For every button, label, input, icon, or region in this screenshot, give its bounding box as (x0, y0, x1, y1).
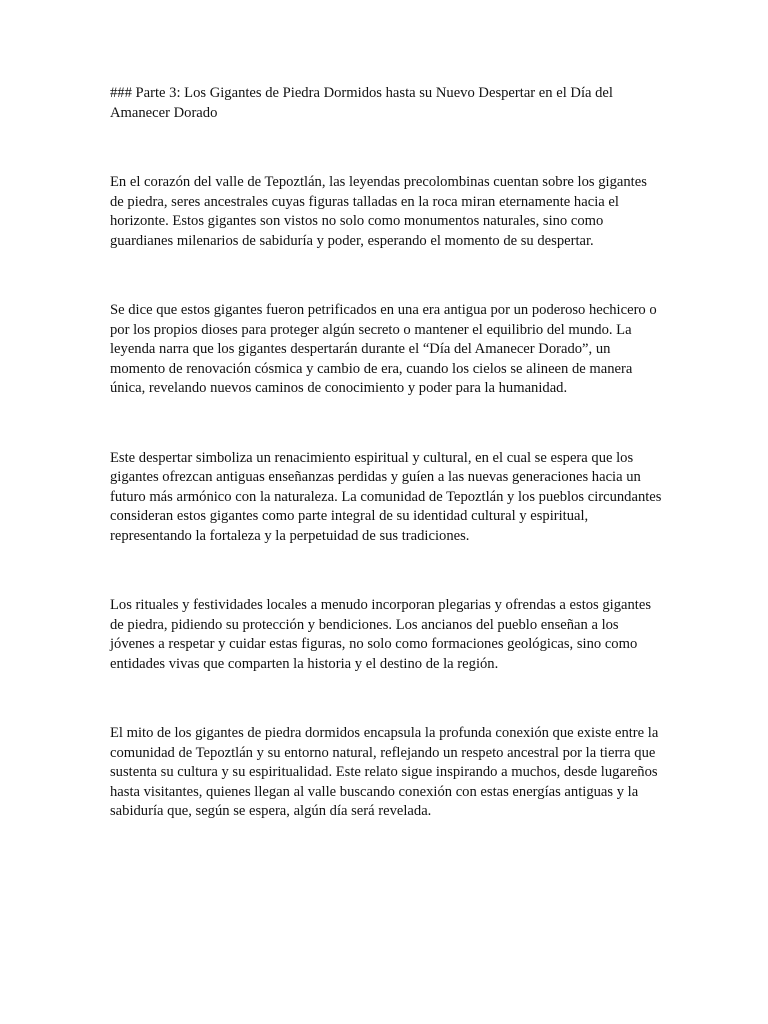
paragraph-5: El mito de los gigantes de piedra dormidos encapsula la profunda conexión que existe entre la comunidad de Tepoztlán y su entorno natural, reflejando un respeto ancestral por la tierra que sustenta su cultura y su espiritualidad. Este relato sigue inspirando a muchos, desde lugareños hasta visitantes, quienes llegan al valle buscando conexión con estas energías antiguas y la sabiduría que, según se espera, algún día será revelada. (110, 725, 659, 819)
section-heading: ### Parte 3: Los Gigantes de Piedra Dormidos hasta su Nuevo Despertar en el Día del Amanecer Dorado (110, 85, 613, 121)
paragraph-3: Este despertar simboliza un renacimiento espiritual y cultural, en el cual se espera que los gigantes ofrezcan antiguas enseñanzas perdidas y guíen a las nuevas generaciones hacia un futuro más armónico con la naturaleza. La comunidad de Tepoztlán y los pueblos circundantes consideran estos gigantes como parte integral de su identidad cultural y espiritual, representando la fortaleza y la perpetuidad de sus tradiciones. (110, 449, 662, 544)
paragraph-1: En el corazón del valle de Tepoztlán, las leyendas precolombinas cuentan sobre los gigantes de piedra, seres ancestrales cuyas figuras talladas en la roca miran eternamente hacia el horizonte. Estos gigantes son vistos no solo como monumentos naturales, sino como guardianes milenarios de sabiduría y poder, esperando el momento de su despertar. (110, 174, 647, 249)
paragraph-4: Los rituales y festividades locales a menudo incorporan plegarias y ofrendas a estos gigantes de piedra, pidiendo su protección y bendiciones. Los ancianos del pueblo enseñan a los jóvenes a respetar y cuidar estas figuras, no solo como formaciones geológicas, sino como entidades vivas que comparten la historia y el destino de la región. (110, 597, 652, 672)
document-page (110, 84, 662, 872)
paragraph-2: Se dice que estos gigantes fueron petrificados en una era antigua por un poderoso hechicero o por los propios dioses para proteger algún secreto o mantener el equilibrio del mundo. La leyenda narra que los gigantes despertarán durante el “Día del Amanecer Dorado”, un momento de renovación cósmica y cambio de era, cuando los cielos se alineen de manera única, revelando nuevos caminos de conocimiento y poder para la humanidad. (110, 302, 657, 396)
